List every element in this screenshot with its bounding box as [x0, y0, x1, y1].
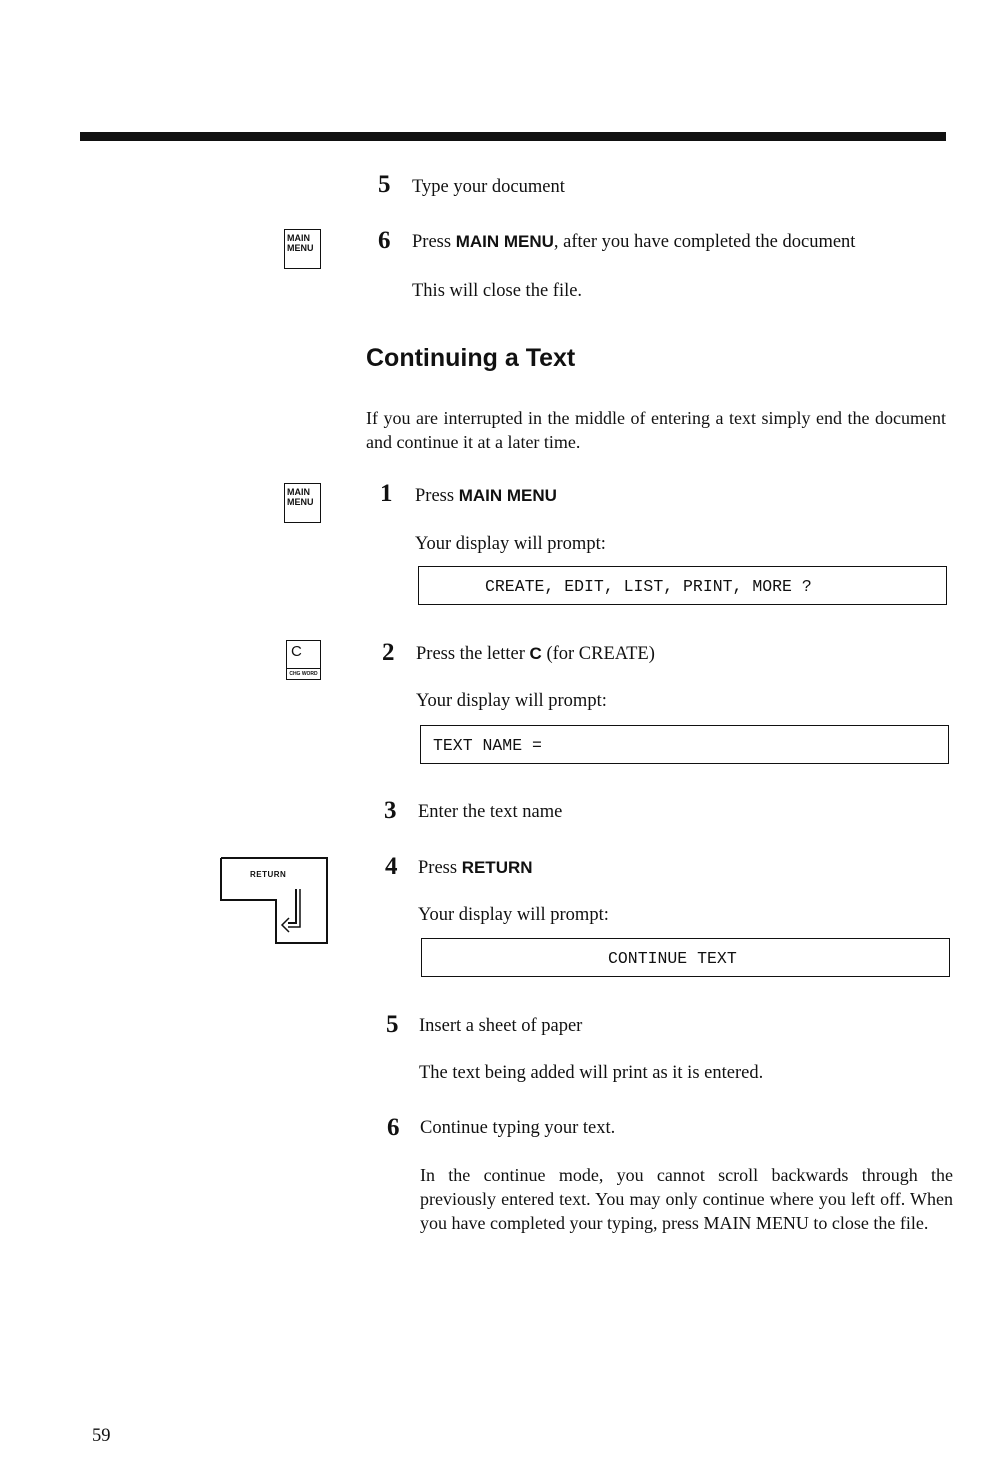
step-text: Type your document [412, 177, 565, 197]
step-number: 1 [380, 480, 393, 507]
step-text-suffix: (for CREATE) [541, 644, 655, 664]
c-key-letter: C [291, 643, 302, 660]
step-text-prefix: Press the letter [416, 644, 530, 664]
main-menu-key-label-line2: MENU [287, 243, 314, 253]
step-text-suffix: , after you have completed the document [553, 232, 856, 252]
main-menu-key-label-line1: MAIN [287, 233, 310, 243]
display-prompt-box [420, 725, 949, 764]
key-name: C [529, 644, 542, 663]
main-menu-key-icon [284, 483, 321, 523]
key-name: MAIN MENU [458, 486, 557, 505]
display-prompt-text: CONTINUE TEXT [608, 949, 737, 968]
section-intro: If you are interrupted in the middle of entering a text simply end the document and continue it at a later time. [366, 408, 946, 452]
c-key-sublabel: CHG WORD [287, 668, 320, 679]
top-rule [80, 132, 946, 141]
step-note: This will close the file. [412, 281, 583, 301]
main-menu-key-label-line1: MAIN [287, 487, 310, 497]
prompt-label: Your display will prompt: [415, 534, 606, 554]
prompt-label: Your display will prompt: [418, 905, 609, 925]
step-note: In the continue mode, you cannot scroll backwards through the previously entered text. You may only continue where you left off. When you have completed your typing, press MAIN MENU to close the file. [420, 1165, 953, 1233]
step-text: Continue typing your text. [420, 1118, 616, 1138]
main-menu-key-label-line2: MENU [287, 497, 314, 507]
step-text: Insert a sheet of paper [419, 1016, 583, 1036]
step-number: 5 [378, 171, 391, 198]
step-text [415, 486, 557, 507]
return-key-label: RETURN [250, 870, 287, 879]
step-number: 6 [378, 227, 391, 254]
step-number: 5 [386, 1011, 399, 1038]
section-heading: Continuing a Text [366, 344, 576, 372]
main-menu-key-icon [284, 229, 321, 269]
display-prompt-text: TEXT NAME = [433, 736, 542, 755]
step-text-prefix: Press [415, 486, 459, 506]
c-key-icon [286, 640, 321, 680]
step-text: Enter the text name [418, 802, 563, 822]
step-number: 3 [384, 797, 397, 824]
step-number: 2 [382, 639, 395, 666]
step-number: 4 [385, 853, 398, 880]
display-prompt-text: CREATE, EDIT, LIST, PRINT, MORE ? [485, 577, 812, 596]
step-text [412, 232, 855, 253]
step-text-prefix: Press [418, 858, 462, 878]
key-name: MAIN MENU [455, 232, 554, 251]
display-prompt-box [418, 566, 947, 605]
page-number: 59 [92, 1426, 111, 1446]
step-text [418, 858, 533, 879]
step-note: The text being added will print as it is entered. [419, 1063, 764, 1083]
key-name: RETURN [461, 858, 533, 877]
display-prompt-box [421, 938, 950, 977]
step-text [416, 644, 655, 665]
return-key-icon [220, 857, 330, 945]
step-text-prefix: Press [412, 232, 456, 252]
prompt-label: Your display will prompt: [416, 691, 607, 711]
step-number: 6 [387, 1114, 400, 1141]
